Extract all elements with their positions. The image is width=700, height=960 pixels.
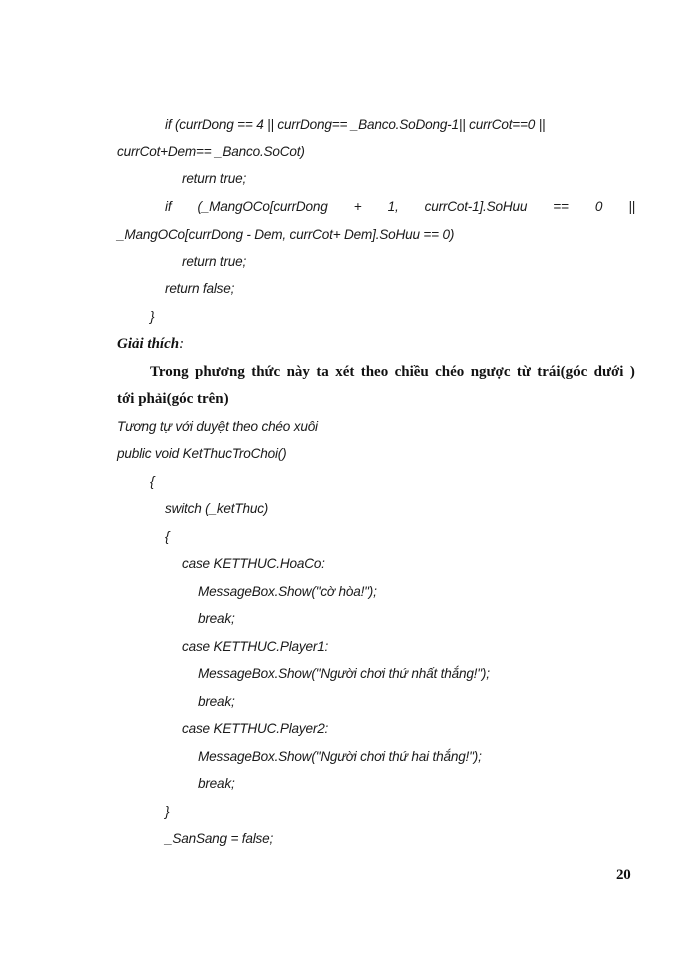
code-line: MessageBox.Show("Người chơi thứ nhất thắng!");: [198, 666, 490, 681]
code-token: ==: [553, 199, 569, 214]
code-line: }: [165, 804, 170, 819]
page-number: 20: [616, 867, 631, 883]
code-token: +: [353, 199, 362, 214]
explanation-heading-colon: :: [179, 336, 185, 352]
code-line-justified: [165, 198, 635, 216]
code-line: return true;: [182, 254, 247, 269]
code-token: 1,: [387, 199, 399, 214]
code-line: MessageBox.Show("cờ hòa!");: [198, 584, 377, 599]
explanation-heading: [117, 335, 184, 353]
code-line: break;: [198, 611, 235, 626]
code-line: break;: [198, 776, 235, 791]
code-line: {: [150, 474, 155, 489]
code-line: {: [165, 529, 170, 544]
note-line: Tương tự với duyệt theo chéo xuôi: [117, 419, 318, 434]
code-token: if: [165, 199, 172, 214]
code-line: return false;: [165, 281, 235, 296]
paragraph-word: xét: [335, 364, 355, 380]
paragraph-word: dưới: [593, 364, 624, 380]
paragraph-line-justified: [150, 363, 635, 381]
code-line: return true;: [182, 171, 247, 186]
code-line: case KETTHUC.Player2:: [182, 721, 329, 736]
code-line: currCot+Dem== _Banco.SoCot): [117, 144, 305, 159]
paragraph-word: Trong: [150, 364, 189, 380]
code-line: _MangOCo[currDong - Dem, currCot+ Dem].SoHuu == 0): [117, 227, 455, 242]
code-line: }: [150, 309, 155, 324]
code-line: case KETTHUC.Player1:: [182, 639, 329, 654]
code-line: _SanSang = false;: [165, 831, 274, 846]
paragraph-line: tới phải(góc trên): [117, 391, 229, 407]
paragraph-word: chiều: [394, 364, 429, 380]
code-line: public void KetThucTroChoi(): [117, 446, 287, 461]
code-token: 0: [594, 199, 603, 214]
code-line: MessageBox.Show("Người chơi thứ hai thắng!");: [198, 749, 482, 764]
paragraph-word: trái(góc: [537, 364, 588, 380]
code-line: break;: [198, 694, 235, 709]
explanation-heading-text: Giải thích: [117, 336, 180, 352]
code-token: (_MangOCo[currDong: [197, 199, 328, 214]
paragraph-word: ): [629, 364, 635, 380]
paragraph-word: từ: [516, 364, 531, 380]
paragraph-word: ta: [316, 364, 329, 380]
paragraph-word: theo: [360, 364, 389, 380]
paragraph-word: phương: [195, 364, 245, 380]
paragraph-word: chéo: [435, 364, 465, 380]
code-line: switch (_ketThuc): [165, 501, 269, 516]
code-token: ||: [628, 199, 635, 214]
paragraph-word: này: [286, 364, 310, 380]
paragraph-word: ngược: [470, 364, 511, 380]
paragraph-word: thức: [251, 364, 281, 380]
code-line: if (currDong == 4 || currDong== _Banco.SoDong-1|| currCot==0 ||: [165, 117, 546, 132]
code-line: case KETTHUC.HoaCo:: [182, 556, 325, 571]
code-token: currCot-1].SoHuu: [424, 199, 528, 214]
